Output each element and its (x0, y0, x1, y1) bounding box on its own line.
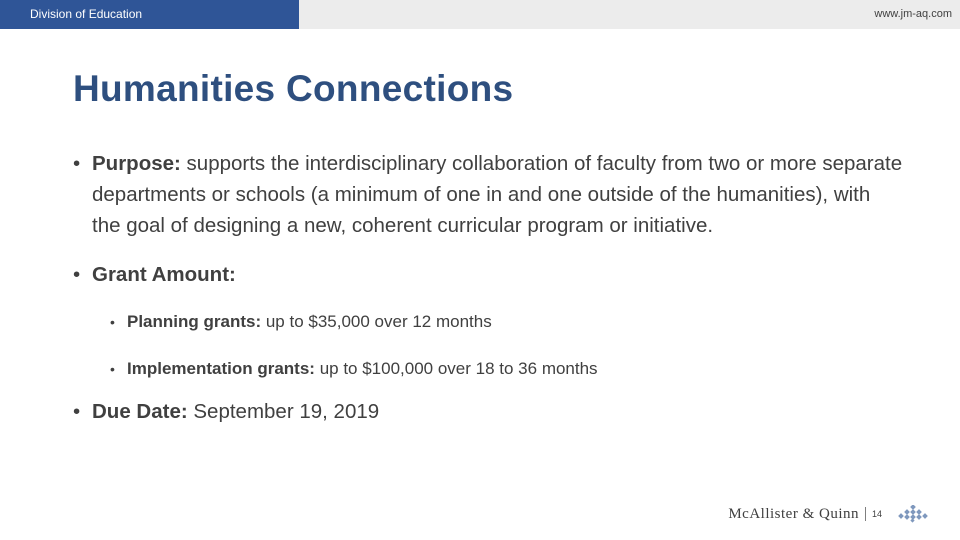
header-division-label: Division of Education (0, 0, 299, 29)
bullet-purpose-text: supports the interdisciplinary collaboration of faculty from two or more separate departments or schools (a minimum of one in and one outside of the humanities), with the goal of designing a new, coherent curricular program or initiative. (92, 152, 903, 237)
bullet-purpose (73, 148, 903, 241)
subbullet-implementation-label: Implementation grants: (127, 359, 315, 378)
page-number: 14 (871, 509, 882, 519)
subbullet-planning (110, 310, 903, 334)
subbullet-planning-text: up to $35,000 over 12 months (261, 312, 492, 331)
subbullet-dot: • (110, 314, 115, 330)
subbullet-implementation-text: up to $100,000 over 18 to 36 months (314, 359, 598, 378)
footer (728, 502, 930, 526)
company-logo-icon (896, 505, 930, 523)
bullet-grant-amount (73, 259, 903, 290)
bullet-dot: • (73, 263, 81, 286)
bullet-dot: • (73, 152, 81, 175)
company-logo-text: McAllister & Quinn (728, 505, 859, 522)
subbullet-planning-label: Planning grants: (127, 312, 262, 331)
bullet-due-text: September 19, 2019 (187, 400, 380, 423)
header-website-label: www.jm-aq.com (874, 8, 952, 20)
footer-divider (865, 507, 866, 521)
subbullet-implementation (110, 357, 903, 381)
slide-title: Humanities Connections (73, 68, 514, 109)
bullet-due-date (73, 396, 903, 427)
slide-content (73, 148, 903, 427)
subbullet-dot: • (110, 361, 115, 377)
bullet-purpose-label: Purpose: (92, 152, 181, 175)
bullet-grant-label: Grant Amount: (92, 263, 236, 286)
header-bar (0, 0, 960, 29)
bullet-dot: • (73, 400, 81, 423)
bullet-due-label: Due Date: (92, 400, 188, 423)
